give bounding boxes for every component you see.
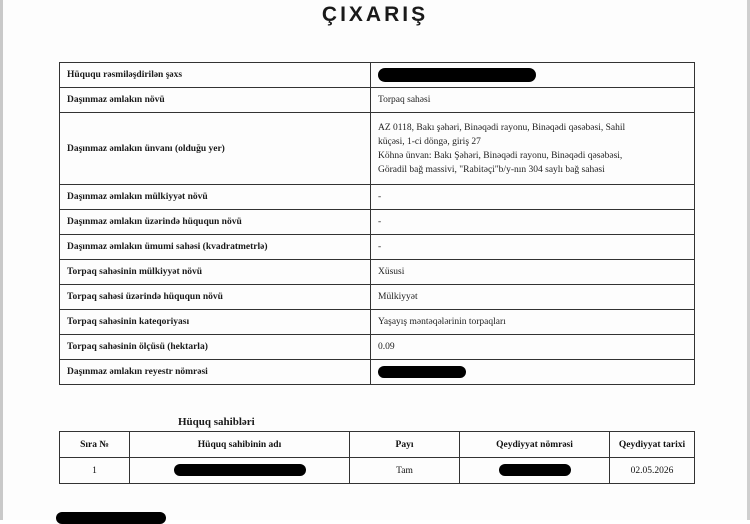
info-value: 0.09 [371, 335, 695, 360]
table-row [60, 458, 695, 484]
info-label: Torpaq sahəsi üzərində hüququn növü [60, 285, 371, 310]
owners-table [59, 431, 695, 484]
col-header-share: Payı [350, 432, 460, 458]
col-header-reg-number: Qeydiyyat nömrəsi [460, 432, 610, 458]
redacted-owner-name [174, 464, 306, 476]
address-line: Göradil bağ massivi, "Rabitəçi"b/y-nın 304 saylı bağ sahəsi [378, 164, 605, 175]
property-info-table [59, 62, 695, 385]
info-row [60, 360, 695, 385]
info-row [60, 185, 695, 210]
address-line: Köhnə ünvan: Bakı Şəhəri, Binəqədi rayonu, Binəqədi qəsəbəsi, [378, 150, 623, 161]
col-header-name: Hüquq sahibinin adı [130, 432, 350, 458]
owner-name [130, 458, 350, 484]
info-row [60, 335, 695, 360]
redacted-owner-name [378, 68, 536, 82]
info-value: Torpaq sahəsi [371, 88, 695, 113]
info-label: Hüququ rəsmiləşdirilən şəxs [60, 63, 371, 88]
owner-reg-date: 02.05.2026 [610, 458, 695, 484]
info-label: Daşınmaz əmlakın reyestr nömrəsi [60, 360, 371, 385]
info-label: Daşınmaz əmlakın ümumi sahəsi (kvadratmetrlə) [60, 235, 371, 260]
info-label: Torpaq sahəsinin kateqoriyası [60, 310, 371, 335]
col-header-reg-date: Qeydiyyat tarixi [610, 432, 695, 458]
redacted-reg-number [499, 464, 571, 476]
info-row [60, 88, 695, 113]
address-line: AZ 0118, Bakı şəhəri, Binəqədi rayonu, Binəqədi qəsəbəsi, Sahil [378, 122, 626, 133]
info-value: Xüsusi [371, 260, 695, 285]
redacted-registry-number [378, 366, 466, 378]
info-label: Torpaq sahəsinin ölçüsü (hektarla) [60, 335, 371, 360]
owner-reg-number [460, 458, 610, 484]
document-title: ÇIXARIŞ [321, 3, 429, 26]
info-value-address [371, 113, 695, 185]
owners-caption: Hüquq sahibləri [178, 416, 255, 428]
info-label: Daşınmaz əmlakın növü [60, 88, 371, 113]
info-row [60, 235, 695, 260]
info-value: Mülkiyyət [371, 285, 695, 310]
info-label: Daşınmaz əmlakın ünvanı (olduğu yer) [60, 113, 371, 185]
col-header-index: Sıra № [60, 432, 130, 458]
info-row [60, 285, 695, 310]
info-row [60, 63, 695, 88]
info-value [371, 360, 695, 385]
address-line: küçəsi, 1-ci döngə, giriş 27 [378, 136, 481, 147]
info-value: - [371, 235, 695, 260]
info-value: - [371, 210, 695, 235]
info-label: Torpaq sahəsinin mülkiyyət növü [60, 260, 371, 285]
info-row [60, 310, 695, 335]
info-label: Daşınmaz əmlakın mülkiyyət növü [60, 185, 371, 210]
owners-header-row [60, 432, 695, 458]
owner-share: Tam [350, 458, 460, 484]
page-edge-left [0, 0, 3, 520]
info-value: Yaşayış məntəqələrinin torpaqları [371, 310, 695, 335]
info-value: - [371, 185, 695, 210]
owner-index: 1 [60, 458, 130, 484]
info-row [60, 113, 695, 185]
redacted-footer-text [56, 512, 166, 524]
info-value [371, 63, 695, 88]
info-row [60, 260, 695, 285]
info-label: Daşınmaz əmlakın üzərində hüququn növü [60, 210, 371, 235]
info-row [60, 210, 695, 235]
